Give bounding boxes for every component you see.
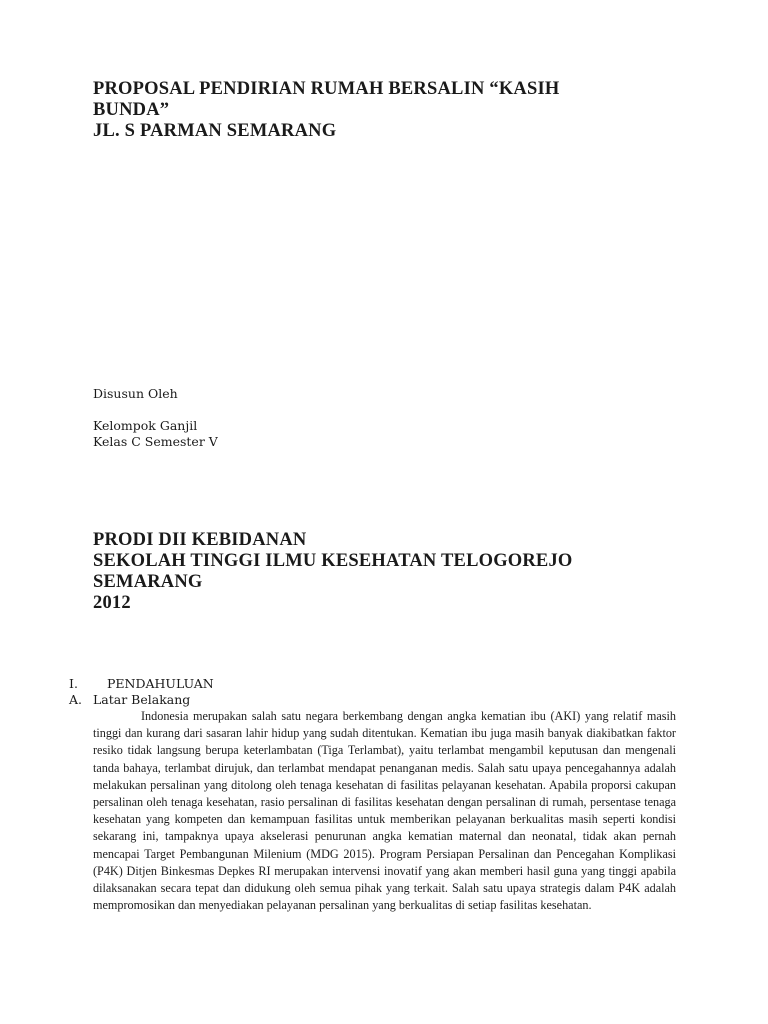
document-title	[93, 79, 693, 142]
institution-line-3: SEMARANG	[93, 572, 203, 592]
class-semester: Kelas C Semester V	[93, 434, 218, 449]
subsection-title: Latar Belakang	[93, 692, 191, 707]
institution-line-2: SEKOLAH TINGGI ILMU KESEHATAN TELOGOREJO	[93, 551, 573, 571]
subsection-heading	[69, 692, 709, 708]
title-line-3: JL. S PARMAN SEMARANG	[93, 121, 337, 141]
background-paragraph: Indonesia merupakan salah satu negara berkembang dengan angka kematian ibu (AKI) yang relatif masih tinggi dan kurang dari sasaran lahir hidup yang sudah ditentukan. Kematian ibu juga masih banyak diakibatkan faktor resiko tidak langsung berupa keterlambatan (Tiga Terlambat), yaitu terlambat mengambil keputusan dan mengenali tanda bahaya, terlambat dirujuk, dan terlambat mendapat penanganan medis. Salah satu upaya pencegahannya adalah melakukan persalinan yang ditolong oleh tenaga kesehatan di fasilitas pelayanan kesehatan. Apabila proporsi cakupan persalinan oleh tenaga kesehatan, rasio persalinan di fasilitas kesehatan dengan persalinan di rumah, persentase tenaga kesehatan yang kompeten dan kemampuan fasilitas untuk memberikan pelayanan berkualitas masih seperti kondisi sekarang ini, tampaknya upaya akselerasi penurunan angka kematian maternal dan neonatal, tidak akan pernah mencapai Target Pembangunan Milenium (MDG 2015). Program Persiapan Persalinan dan Pencegahan Komplikasi (P4K) Ditjen Binkesmas Depkes RI merupakan intervensi inovatif yang akan memberi hasil guna yang tinggi apabila dilaksanakan secara tepat dan didukung oleh semua pihak yang terkait. Salah satu upaya strategis dalam P4K adalah mempromosikan dan menyediakan pelayanan persalinan yang berkualitas di setiap fasilitas kesehatan.	[93, 709, 676, 913]
section-number: I.	[69, 676, 78, 691]
institution-block	[93, 530, 713, 614]
title-line-1: PROPOSAL PENDIRIAN RUMAH BERSALIN “KASIH	[93, 79, 560, 99]
title-line-2: BUNDA”	[93, 100, 170, 120]
section-title: PENDAHULUAN	[107, 676, 214, 691]
prepared-by-label: Disusun Oleh	[93, 386, 178, 401]
subsection-number: A.	[69, 692, 83, 707]
institution-year: 2012	[93, 593, 131, 613]
section-heading	[69, 675, 709, 692]
author-block	[93, 386, 218, 450]
institution-line-1: PRODI DII KEBIDANAN	[93, 530, 307, 550]
group-name: Kelompok Ganjil	[93, 418, 198, 433]
spacer	[93, 402, 218, 418]
section-introduction	[69, 675, 709, 708]
